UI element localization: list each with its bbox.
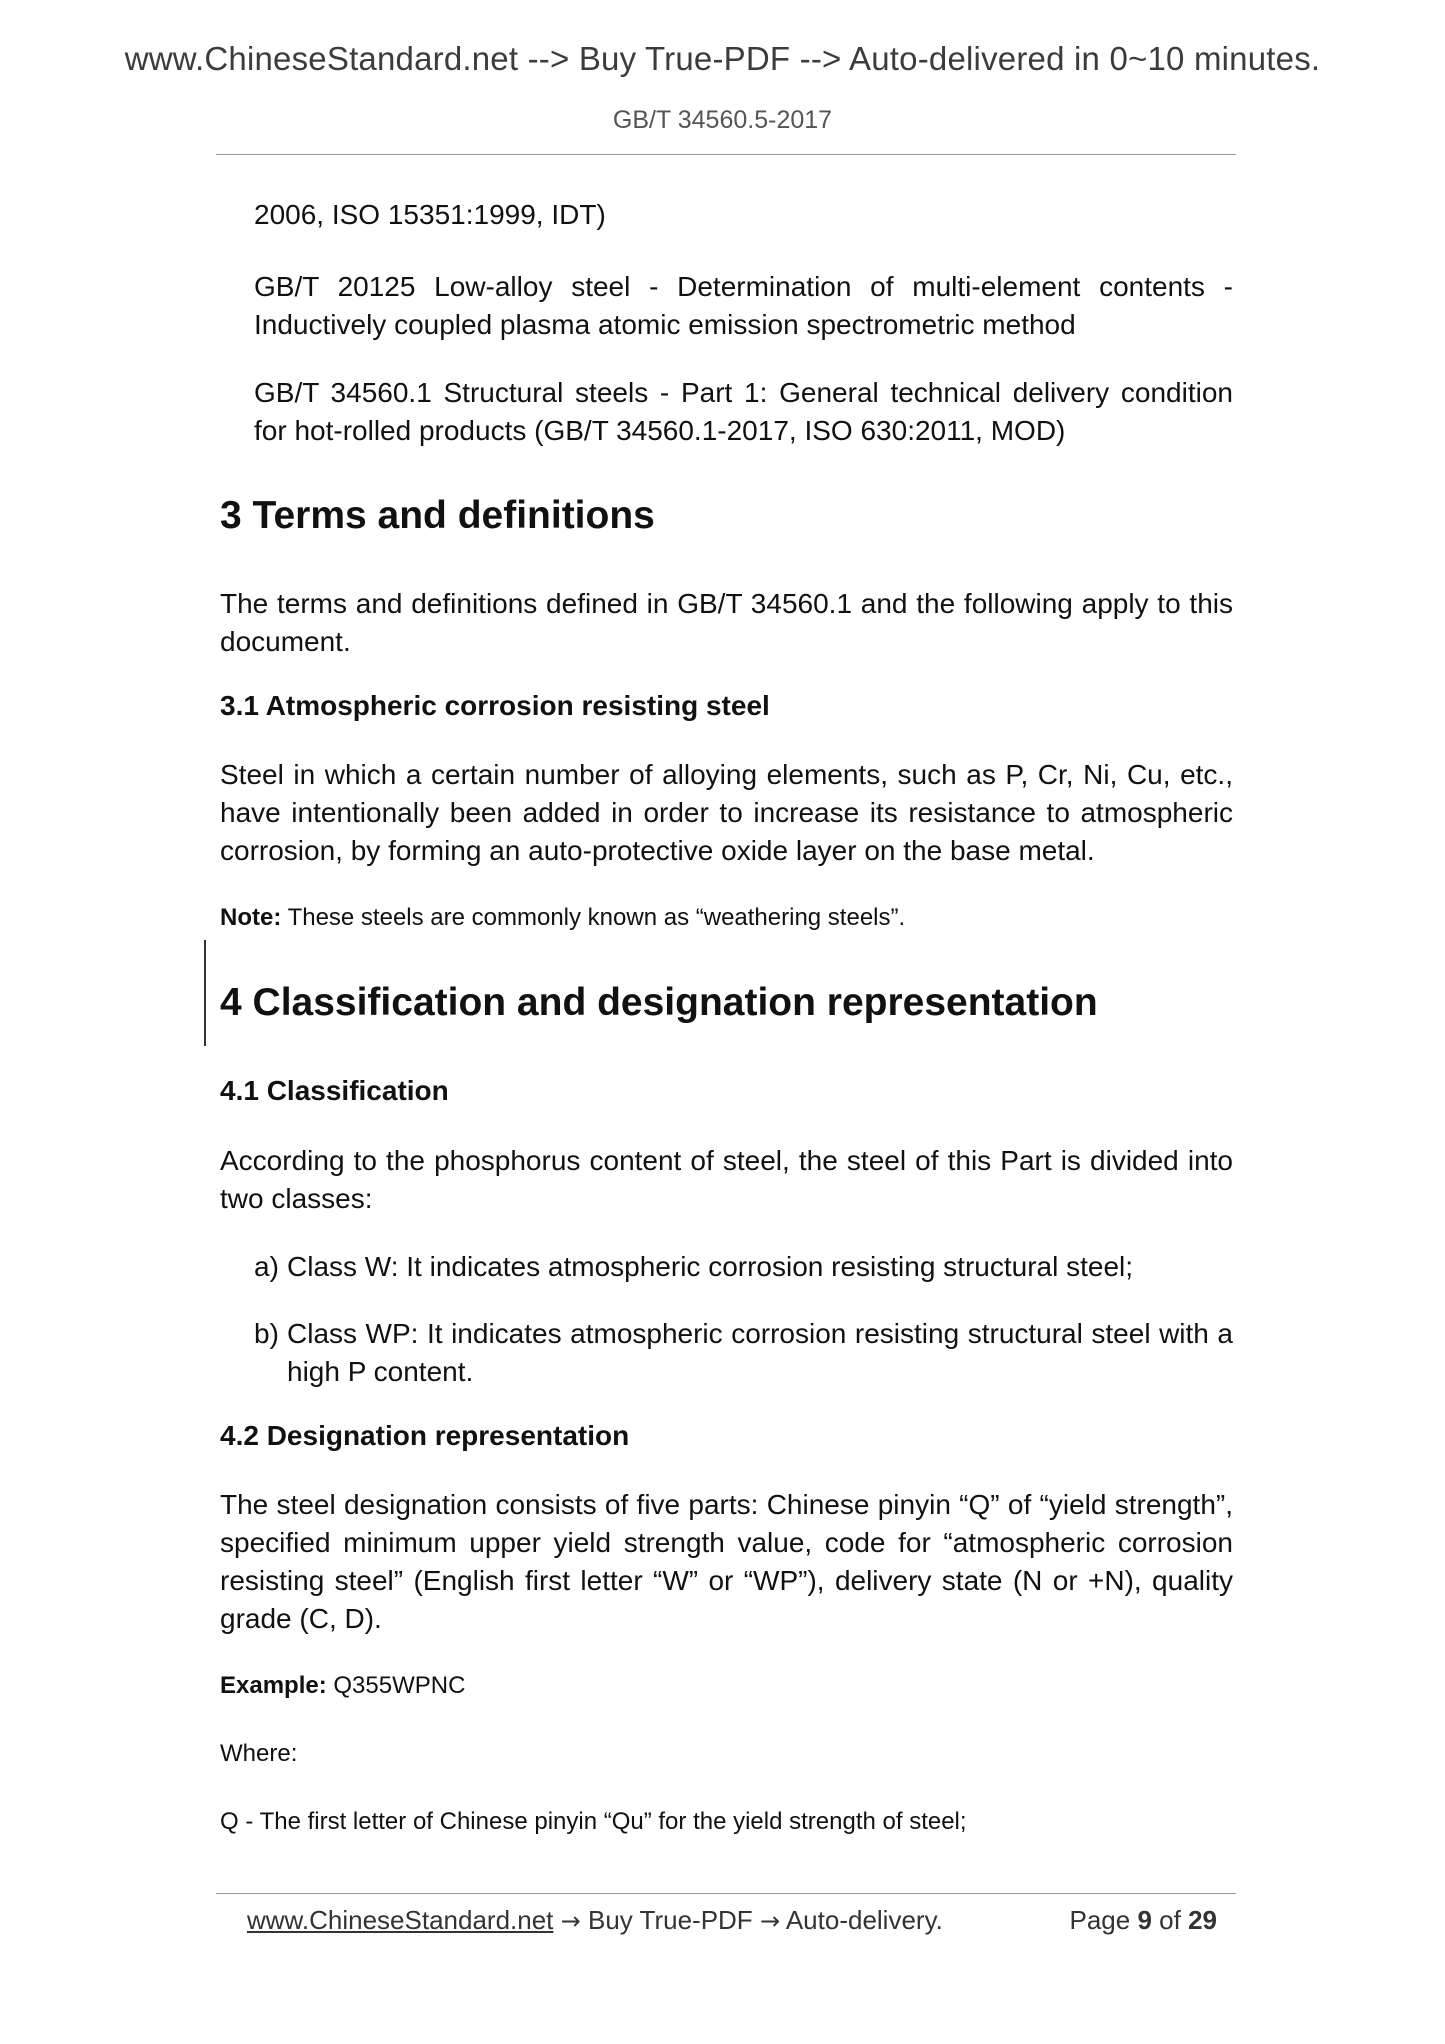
list-item-text: Class WP: It indicates atmospheric corrosion resisting structural steel with a high P content. bbox=[287, 1318, 1233, 1387]
arrow-right-icon: → bbox=[759, 1907, 781, 1935]
section-3-intro: The terms and definitions defined in GB/T 34560.1 and the following apply to this document. bbox=[220, 588, 1233, 657]
where-label: Where: bbox=[220, 1740, 298, 1767]
page-total: 29 bbox=[1188, 1905, 1217, 1935]
of-label: of bbox=[1159, 1905, 1181, 1935]
section-3-heading: 3 Terms and definitions bbox=[220, 494, 655, 537]
site-banner: www.ChineseStandard.net --> Buy True-PDF --> Auto-delivered in 0~10 minutes. bbox=[124, 40, 1321, 77]
page-label: Page bbox=[1069, 1905, 1131, 1935]
arrow-right-icon: → bbox=[560, 1907, 581, 1935]
revision-bar bbox=[204, 940, 206, 1046]
list-marker: a) bbox=[254, 1251, 279, 1282]
list-item bbox=[254, 1315, 1233, 1391]
example-label: Example: bbox=[220, 1672, 327, 1699]
note-text: These steels are commonly known as “weathering steels”. bbox=[287, 904, 906, 931]
reference-gbt-34560-1: GB/T 34560.1 Structural steels - Part 1: General technical delivery condition for hot-rolled products (GB/T 34560.1-2017, ISO 630:2011, MOD) bbox=[254, 377, 1233, 446]
section-4-1-heading: 4.1 Classification bbox=[220, 1075, 449, 1106]
section-4-1-intro: According to the phosphorus content of steel, the steel of this Part is divided into two classes: bbox=[220, 1145, 1233, 1214]
reference-continuation: 2006, ISO 15351:1999, IDT) bbox=[254, 199, 606, 230]
example-line bbox=[220, 1672, 465, 1700]
page-indicator bbox=[1069, 1905, 1217, 1936]
list-item bbox=[254, 1248, 1233, 1286]
example-value: Q355WPNC bbox=[333, 1672, 466, 1699]
section-3-1-definition: Steel in which a certain number of alloying elements, such as P, Cr, Ni, Cu, etc., have intentionally been added in order to increase its resistance to atmospheric corrosion, by forming an auto-protective oxide layer on the base metal. bbox=[220, 759, 1233, 866]
q-definition: Q - The first letter of Chinese pinyin “Qu” for the yield strength of steel; bbox=[220, 1808, 967, 1835]
section-3-1-heading: 3.1 Atmospheric corrosion resisting steel bbox=[220, 690, 770, 721]
footer-divider bbox=[216, 1893, 1236, 1894]
note-paragraph bbox=[220, 904, 905, 932]
page-footer bbox=[247, 1905, 1217, 1936]
page-current: 9 bbox=[1137, 1905, 1152, 1935]
reference-gbt-20125: GB/T 20125 Low-alloy steel - Determination of multi-element contents - Inductively coupled plasma atomic emission spectrometric method bbox=[254, 271, 1233, 340]
buy-text: Buy True-PDF bbox=[587, 1905, 753, 1935]
document-number: GB/T 34560.5-2017 bbox=[612, 106, 833, 134]
section-4-2-heading: 4.2 Designation representation bbox=[220, 1420, 630, 1451]
note-label: Note: bbox=[220, 904, 282, 931]
list-item-text: Class W: It indicates atmospheric corrosion resisting structural steel; bbox=[287, 1251, 1134, 1282]
site-link[interactable]: www.ChineseStandard.net bbox=[247, 1905, 554, 1935]
section-4-heading: 4 Classification and designation representation bbox=[220, 981, 1098, 1024]
section-4-2-text: The steel designation consists of five parts: Chinese pinyin “Q” of “yield strength”, specified minimum upper yield strength value, code for “atmospheric corrosion resisting steel” (English first letter “W” or “WP”), delivery state (N or +N), quality grade (C, D). bbox=[220, 1489, 1233, 1634]
delivery-text: Auto-delivery. bbox=[785, 1905, 943, 1935]
list-marker: b) bbox=[254, 1318, 279, 1349]
